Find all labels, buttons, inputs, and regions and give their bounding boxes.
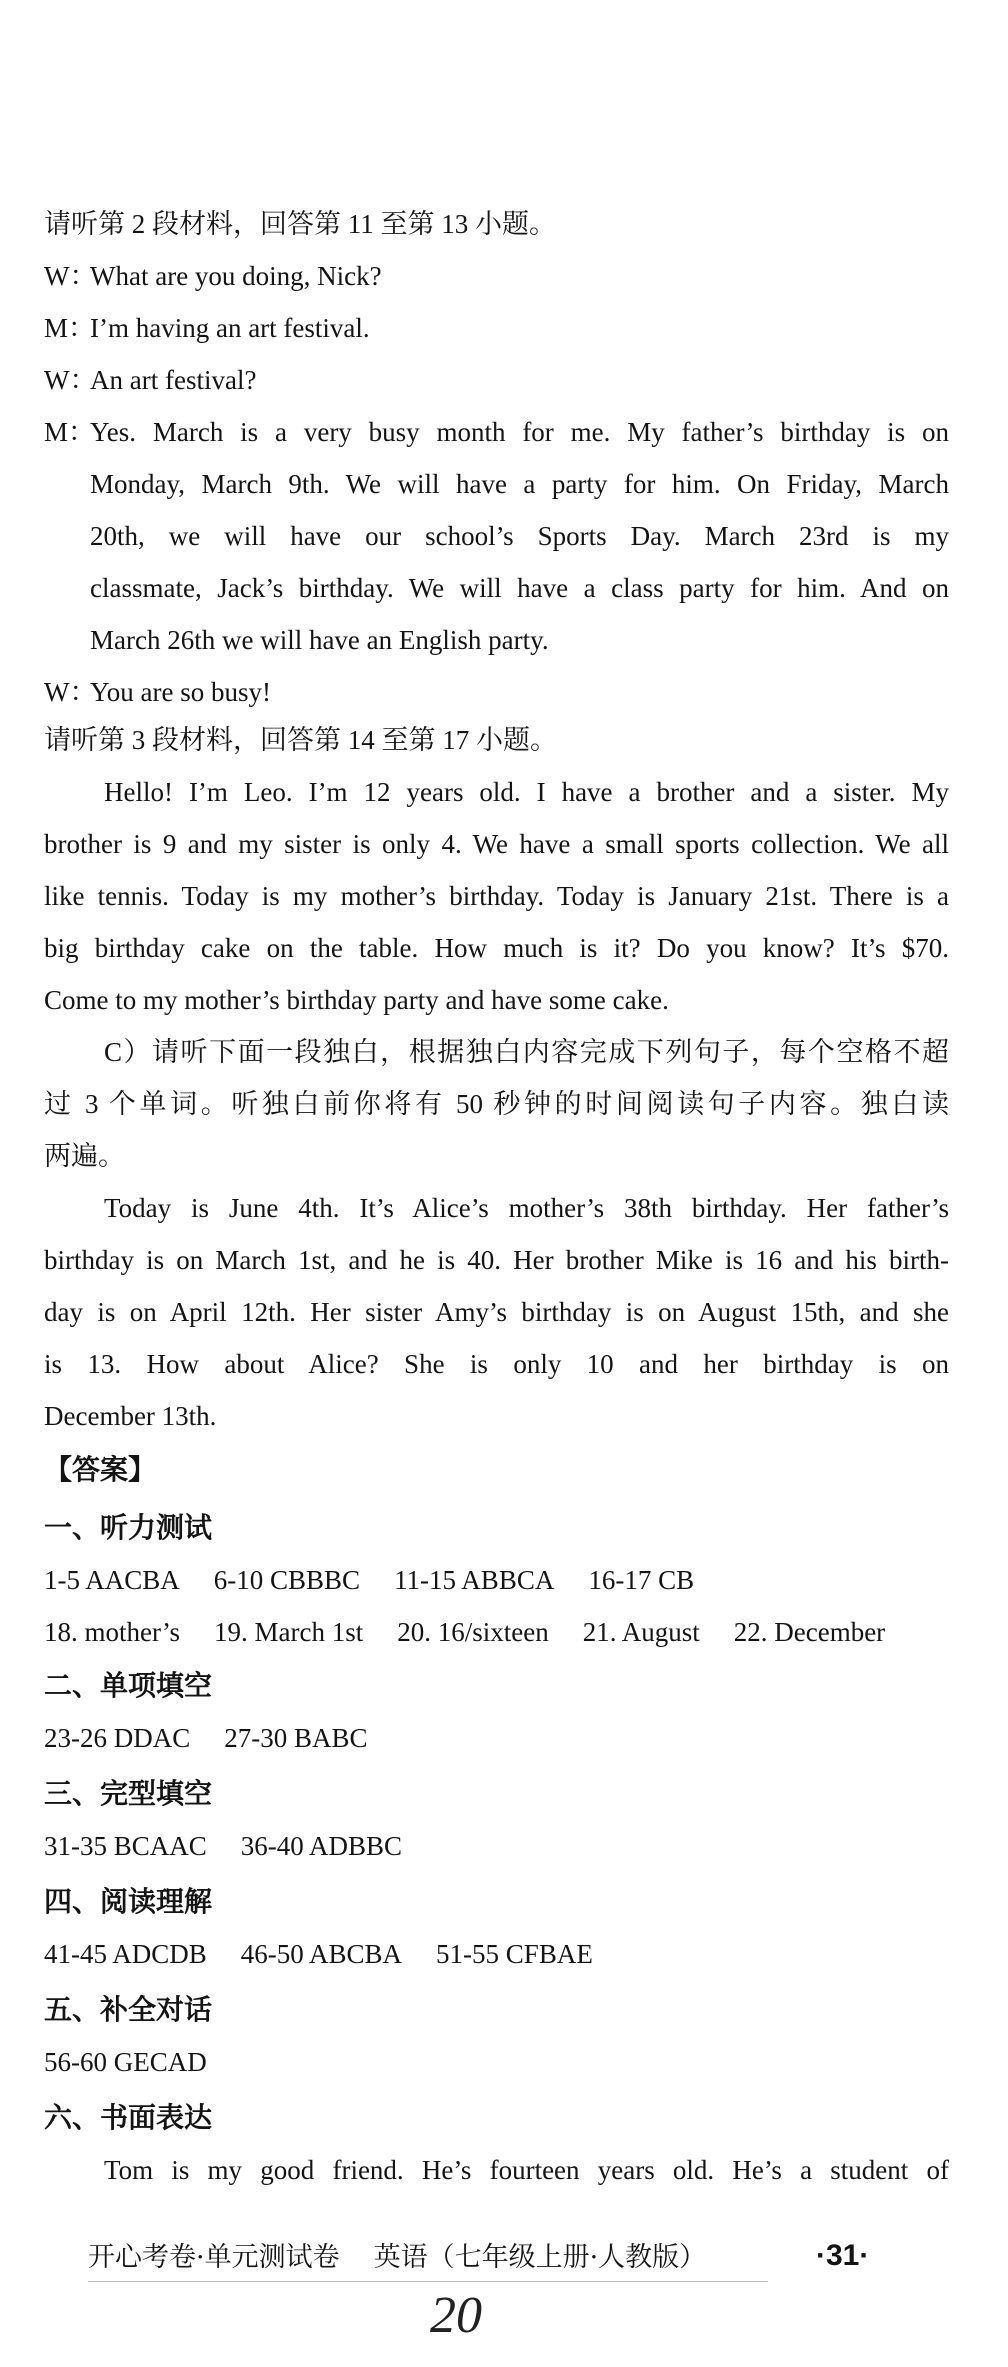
answer-row	[44, 1720, 402, 1756]
dialogue-continuation: March 26th we will have an English party.	[90, 625, 549, 655]
section2-intro: 请听第 2 段材料，回答第 11 至第 13 小题。	[44, 209, 556, 239]
answers-heading: 【答案】	[44, 1453, 157, 1486]
passage-line: brother is 9 and my sister is only 4. We have a small sports collection. We all	[44, 829, 949, 859]
answer-item: 21. August	[582, 1617, 700, 1647]
answer-section-title: 四、阅读理解	[44, 1885, 213, 1918]
monologue-line: Today is June 4th. It’s Alice’s mother’s 38th birthday. Her father’s	[104, 1193, 949, 1223]
answer-item: 27-30 BABC	[224, 1723, 368, 1753]
section3-intro: 请听第 3 段材料，回答第 14 至第 17 小题。	[44, 725, 557, 755]
answer-item: 22. December	[733, 1617, 886, 1647]
subject-label: 英语（七年级上册·人教版）	[373, 2242, 707, 2273]
dialogue-text: What are you doing, Nick?	[90, 261, 382, 291]
dialogue-continuation: 20th, we will have our school’s Sports Day. March 23rd is my	[90, 521, 949, 551]
passage-line: Hello! I’m Leo. I’m 12 years old. I have a brother and a sister. My	[104, 777, 949, 807]
monologue-line: day is on April 12th. Her sister Amy’s birthday is on August 15th, and she	[44, 1297, 949, 1327]
partc-instruction: C）请听下面一段独白，根据独白内容完成下列句子，每个空格不超	[104, 1037, 949, 1067]
answer-row	[44, 1562, 728, 1598]
passage-line: like tennis. Today is my mother’s birthday. Today is January 21st. There is a	[44, 881, 949, 911]
page-footer	[88, 2240, 740, 2276]
speaker-label: W：	[44, 365, 97, 395]
answer-row	[44, 1828, 436, 1864]
answer-section-title: 三、完型填空	[44, 1777, 213, 1810]
answer-item: 36-40 ADBBC	[240, 1831, 403, 1861]
answer-item: 6-10 CBBBC	[213, 1565, 361, 1595]
answer-item: 1-5 AACBA	[44, 1565, 180, 1595]
dialogue-line	[44, 362, 949, 398]
answer-row	[44, 1936, 627, 1972]
answer-item: 20. 16/sixteen	[397, 1617, 549, 1647]
answer-item: 16-17 CB	[588, 1565, 695, 1595]
page-number: ·31·	[816, 2239, 870, 2272]
dialogue-text: You are so busy!	[90, 677, 272, 707]
dialogue-line	[44, 258, 949, 294]
speaker-label: M：	[44, 313, 96, 343]
footer-divider	[88, 2281, 768, 2282]
handwritten-mark: 20	[430, 2287, 482, 2344]
answer-item: 51-55 CFBAE	[436, 1939, 593, 1969]
answer-item: 46-50 ABCBA	[240, 1939, 403, 1969]
speaker-label: M：	[44, 417, 96, 447]
answer-item: 31-35 BCAAC	[44, 1831, 207, 1861]
passage-line: big birthday cake on the table. How much is it? Do you know? It’s $70.	[44, 933, 949, 963]
speaker-label: W：	[44, 677, 97, 707]
answer-section-title: 一、听力测试	[44, 1511, 213, 1544]
answer-section-title: 五、补全对话	[44, 1993, 213, 2026]
partc-instruction: 过 3 个单词。听独白前你将有 50 秒钟的时间阅读句子内容。独白读	[44, 1089, 949, 1119]
answer-item: 19. March 1st	[214, 1617, 364, 1647]
dialogue-line	[44, 674, 949, 710]
speaker-label: W：	[44, 261, 97, 291]
answer-row	[44, 2044, 241, 2080]
monologue-line: is 13. How about Alice? She is only 10 and her birthday is on	[44, 1349, 949, 1379]
dialogue-line	[44, 310, 949, 346]
writing-line: Tom is my good friend. He’s fourteen years old. He’s a student of	[104, 2155, 949, 2185]
dialogue-continuation: classmate, Jack’s birthday. We will have a class party for him. And on	[90, 573, 949, 603]
answer-item: 41-45 ADCDB	[44, 1939, 207, 1969]
answer-row	[44, 1614, 885, 1650]
answer-item: 18. mother’s	[44, 1617, 180, 1647]
monologue-line: birthday is on March 1st, and he is 40. Her brother Mike is 16 and his birth-	[44, 1245, 949, 1275]
dialogue-text: Yes. March is a very busy month for me. My father’s birthday is on	[90, 417, 949, 447]
answer-section-title: 六、书面表达	[44, 2101, 213, 2134]
book-title: 开心考卷·单元测试卷	[88, 2242, 340, 2273]
answer-item: 11-15 ABBCA	[394, 1565, 555, 1595]
dialogue-continuation: Monday, March 9th. We will have a party for him. On Friday, March	[90, 469, 949, 499]
passage-line: Come to my mother’s birthday party and have some cake.	[44, 985, 669, 1015]
dialogue-text: I’m having an art festival.	[90, 313, 370, 343]
partc-instruction: 两遍。	[44, 1141, 125, 1171]
dialogue-line	[44, 414, 949, 450]
answer-item: 56-60 GECAD	[44, 2047, 207, 2077]
monologue-line: December 13th.	[44, 1401, 217, 1431]
answer-section-title: 二、单项填空	[44, 1669, 213, 1702]
dialogue-text: An art festival?	[90, 365, 257, 395]
answer-item: 23-26 DDAC	[44, 1723, 191, 1753]
